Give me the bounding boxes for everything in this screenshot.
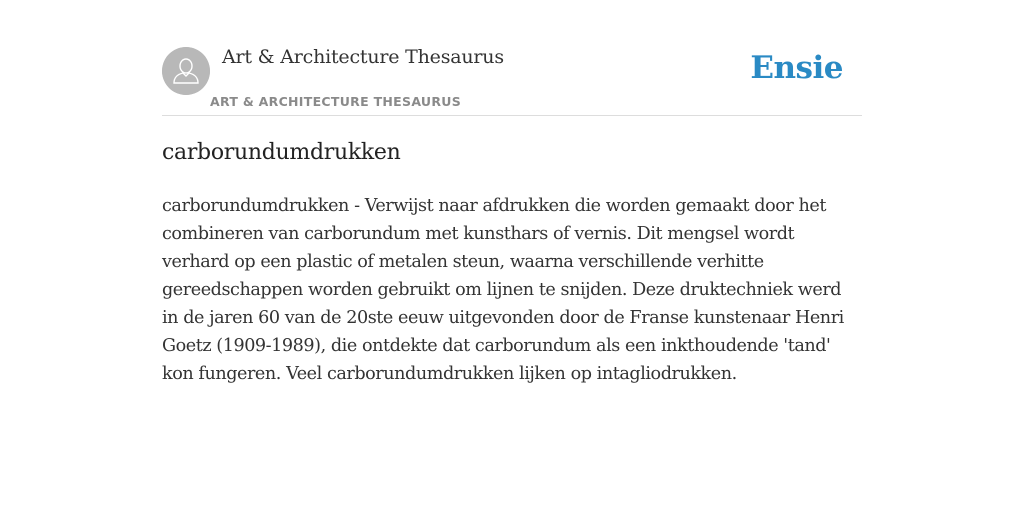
ensie-logo[interactable]: Ensie [750, 50, 843, 86]
entry-card [162, 0, 862, 512]
user-icon[interactable] [162, 47, 210, 95]
entry-header [162, 0, 862, 116]
source-subtitle[interactable]: ART & ARCHITECTURE THESAURUS [210, 94, 462, 109]
source-title[interactable]: Art & Architecture Thesaurus [222, 46, 504, 68]
page-title: carborundumdrukken [162, 140, 401, 165]
definition-text: carborundumdrukken - Verwijst naar afdrukken die worden gemaakt door het combineren van carborundum met kunsthars of vernis. Dit mengsel wordt verhard op een plastic of metalen steun, waarna verschillende verhitte gereedschappen worden gebruikt om lijnen te snijden. Deze druktechniek werd in de jaren 60 van de 20ste eeuw uitgevonden door de Franse kunstenaar Henri Goetz (1909-1989), die ontdekte dat carborundum als een inkthoudende 'tand' kon fungeren. Veel carborundumdrukken lijken op intagliodrukken. [162, 196, 844, 384]
